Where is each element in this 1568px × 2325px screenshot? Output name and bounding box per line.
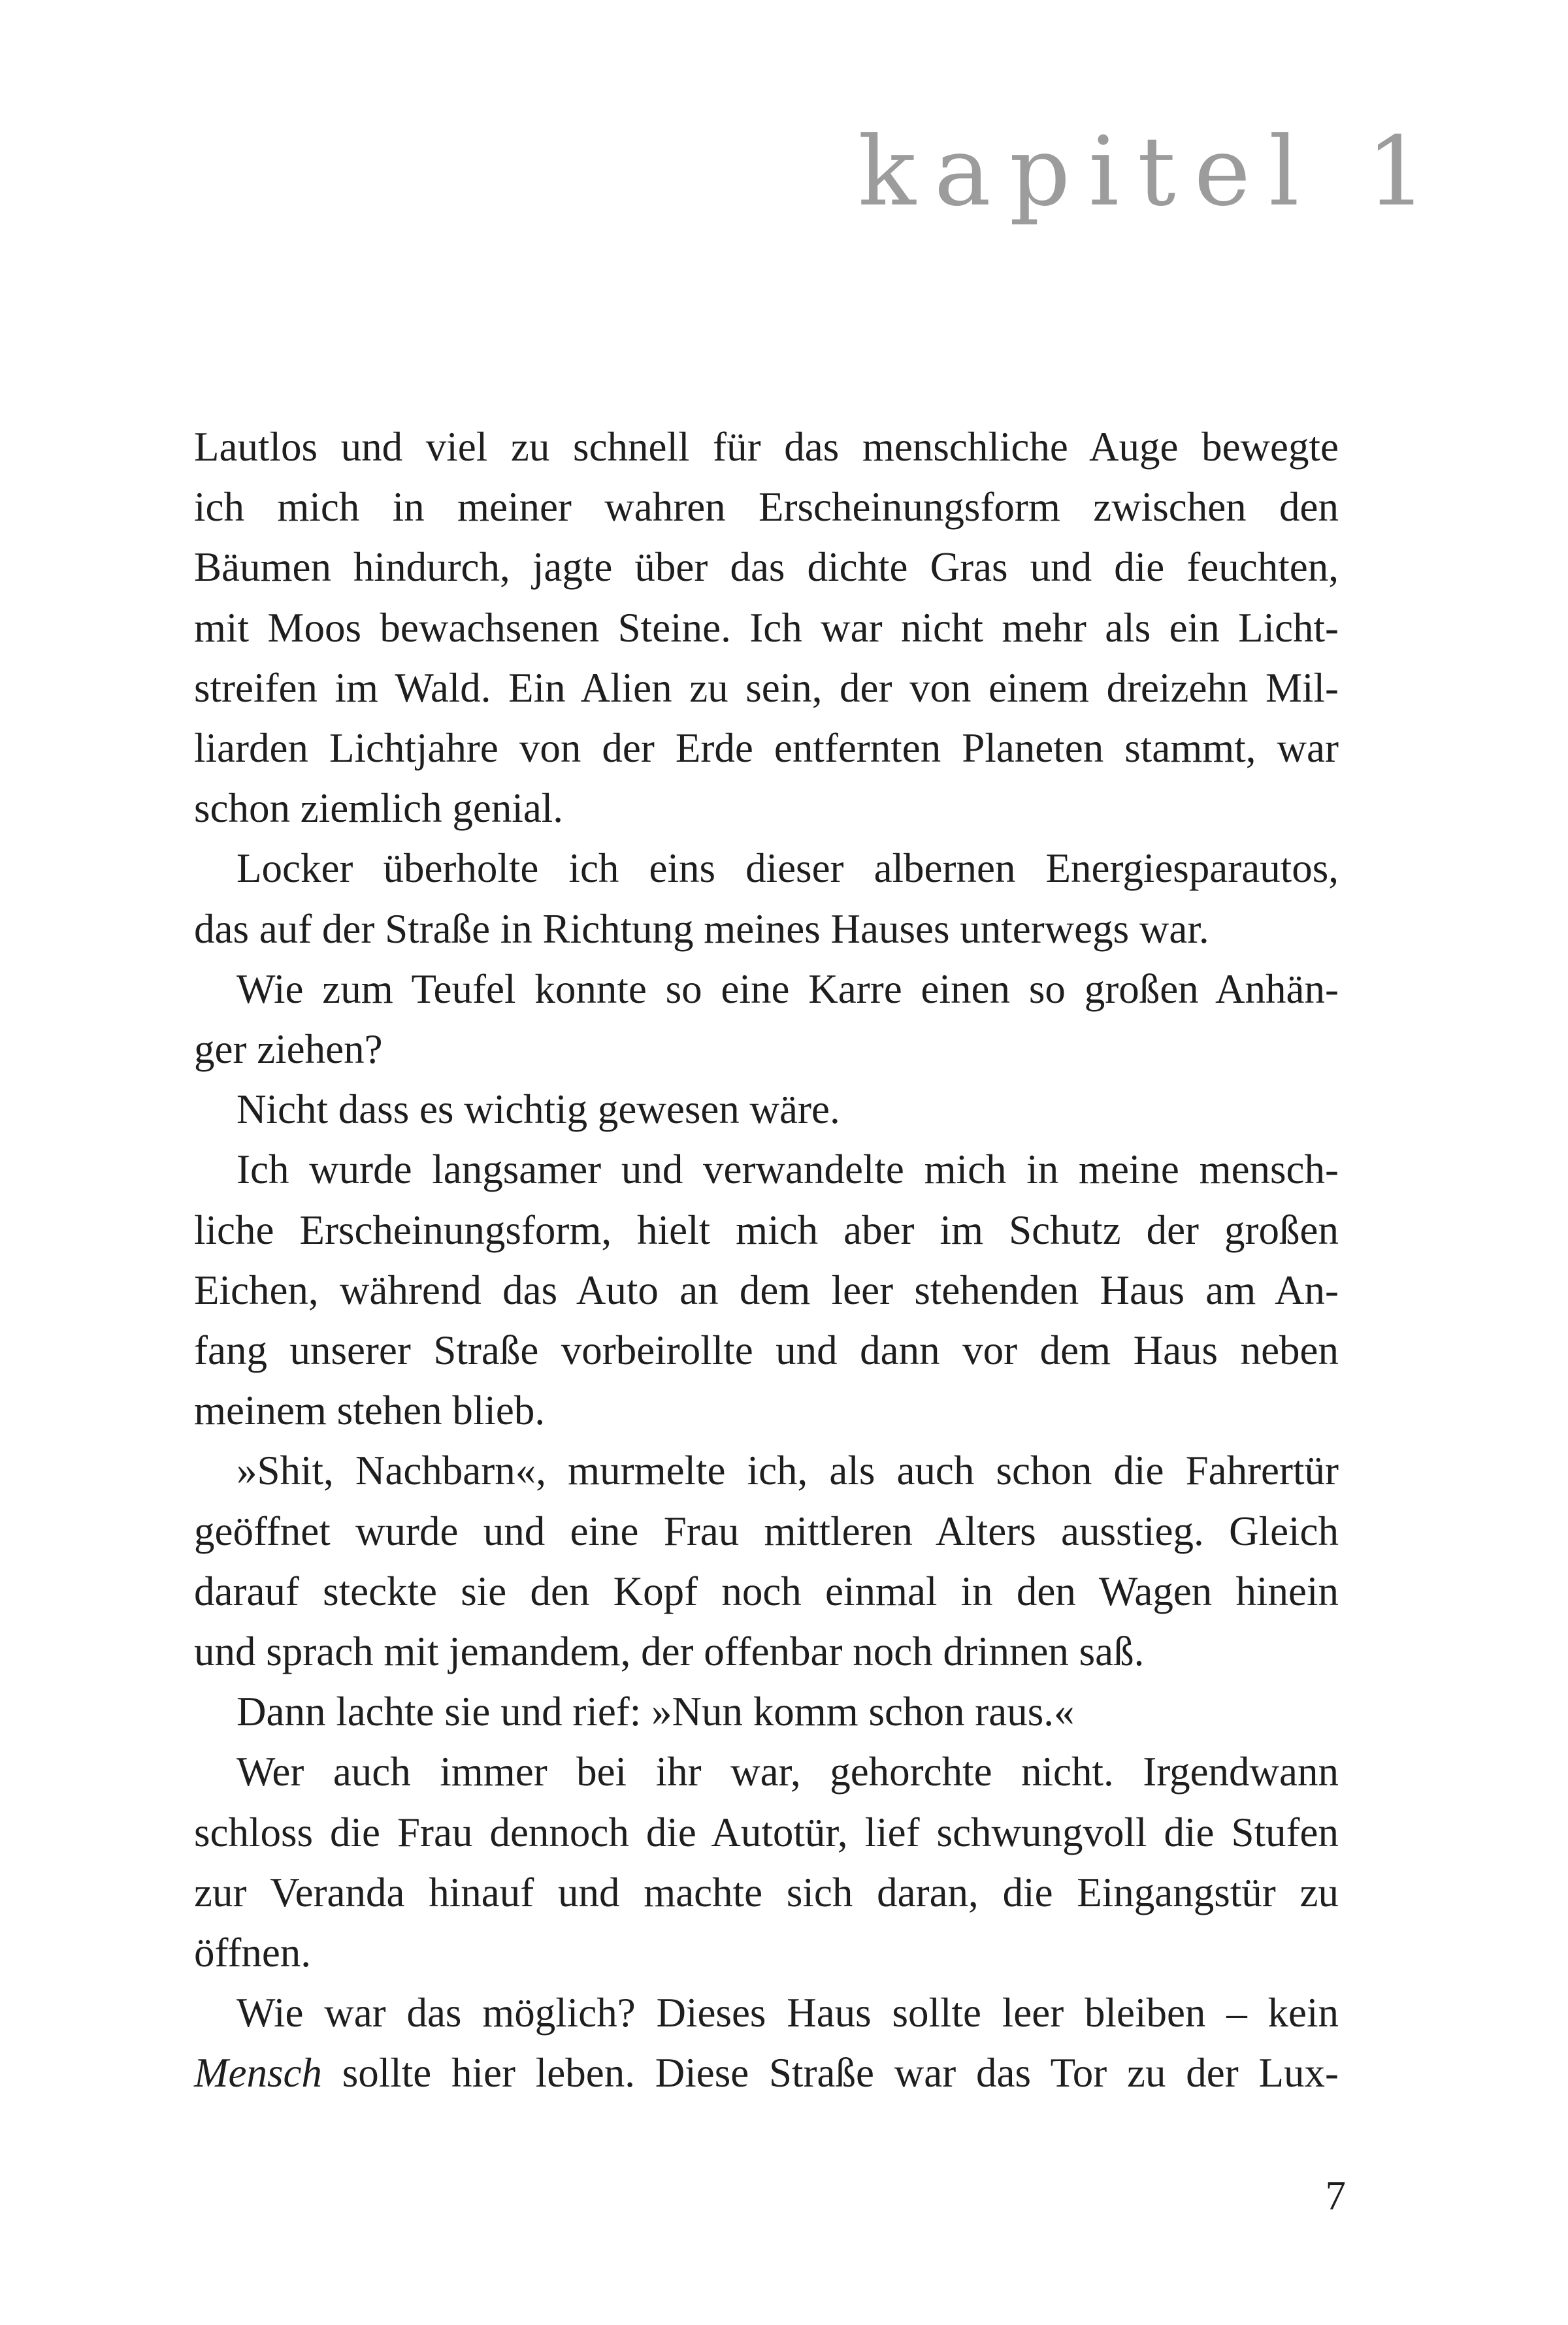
text-line: Locker überholte ich eins dieser albernen Energiesparautos, — [237, 845, 1339, 892]
text-line: Wer auch immer bei ihr war, gehorchte nicht. Irgendwann — [237, 1749, 1339, 1795]
paragraph-8 — [194, 1742, 1339, 1983]
text-line: öffnen. — [194, 1930, 312, 1976]
chapter-heading: kapitel 1 — [858, 116, 1445, 227]
text-line: schloss die Frau dennoch die Autotür, lief schwungvoll die Stufen — [194, 1809, 1339, 1855]
text-fragment: sollte hier leben. Diese Straße war das Tor zu der Lux- — [321, 2050, 1339, 2096]
body-text — [194, 417, 1339, 2104]
text-line: Ich wurde langsamer und verwandelte mich in meine mensch- — [237, 1146, 1339, 1193]
text-line: und sprach mit jemandem, der offenbar noch drinnen saß. — [194, 1629, 1145, 1675]
paragraph-6 — [194, 1440, 1339, 1682]
text-line: mit Moos bewachsenen Steine. Ich war nicht mehr als ein Licht- — [194, 604, 1339, 651]
text-line: liche Erscheinungsform, hielt mich aber im Schutz der großen — [194, 1207, 1339, 1253]
text-line: darauf steckte sie den Kopf noch einmal in den Wagen hinein — [194, 1568, 1339, 1614]
italic-word: Mensch — [194, 2050, 322, 2096]
paragraph-7 — [194, 1682, 1339, 1742]
text-line: zur Veranda hinauf und machte sich daran, die Eingangstür zu — [194, 1869, 1339, 1915]
page-number: 7 — [1325, 2173, 1346, 2219]
text-line: streifen im Wald. Ein Alien zu sein, der von einem dreizehn Mil- — [194, 664, 1339, 711]
text-line: ger ziehen? — [194, 1026, 383, 1073]
text-line: Wie war das möglich? Dieses Haus sollte leer bleiben – kein — [237, 1990, 1339, 2036]
paragraph-3 — [194, 959, 1339, 1079]
text-line — [194, 2043, 1339, 2103]
text-line: Nicht dass es wichtig gewesen wäre. — [237, 1086, 840, 1133]
text-line: Wie zum Teufel konnte so eine Karre einen so großen Anhän- — [237, 966, 1339, 1012]
paragraph-9 — [194, 1983, 1339, 2103]
text-line: fang unserer Straße vorbeirollte und dann vor dem Haus neben — [194, 1327, 1339, 1374]
text-line: Eichen, während das Auto an dem leer stehenden Haus am An- — [194, 1267, 1339, 1313]
text-line: liarden Lichtjahre von der Erde entfernten Planeten stammt, war — [194, 725, 1339, 772]
text-line: Lautlos und viel zu schnell für das menschliche Auge bewegte — [194, 424, 1339, 470]
text-line: Bäumen hindurch, jagte über das dichte Gras und die feuchten, — [194, 544, 1339, 591]
paragraph-5 — [194, 1139, 1339, 1440]
paragraph-1 — [194, 417, 1339, 838]
text-line: ich mich in meiner wahren Erscheinungsform zwischen den — [194, 484, 1339, 530]
text-line: schon ziemlich genial. — [194, 785, 564, 832]
text-line: »Shit, Nachbarn«, murmelte ich, als auch schon die Fahrertür — [237, 1448, 1339, 1494]
text-line: Dann lachte sie und rief: »Nun komm schon raus.« — [237, 1689, 1075, 1735]
paragraph-4 — [194, 1079, 1339, 1139]
text-line: geöffnet wurde und eine Frau mittleren Alters ausstieg. Gleich — [194, 1508, 1339, 1554]
paragraph-2 — [194, 838, 1339, 958]
text-line: das auf der Straße in Richtung meines Hauses unterwegs war. — [194, 905, 1209, 952]
text-line: meinem stehen blieb. — [194, 1388, 546, 1434]
